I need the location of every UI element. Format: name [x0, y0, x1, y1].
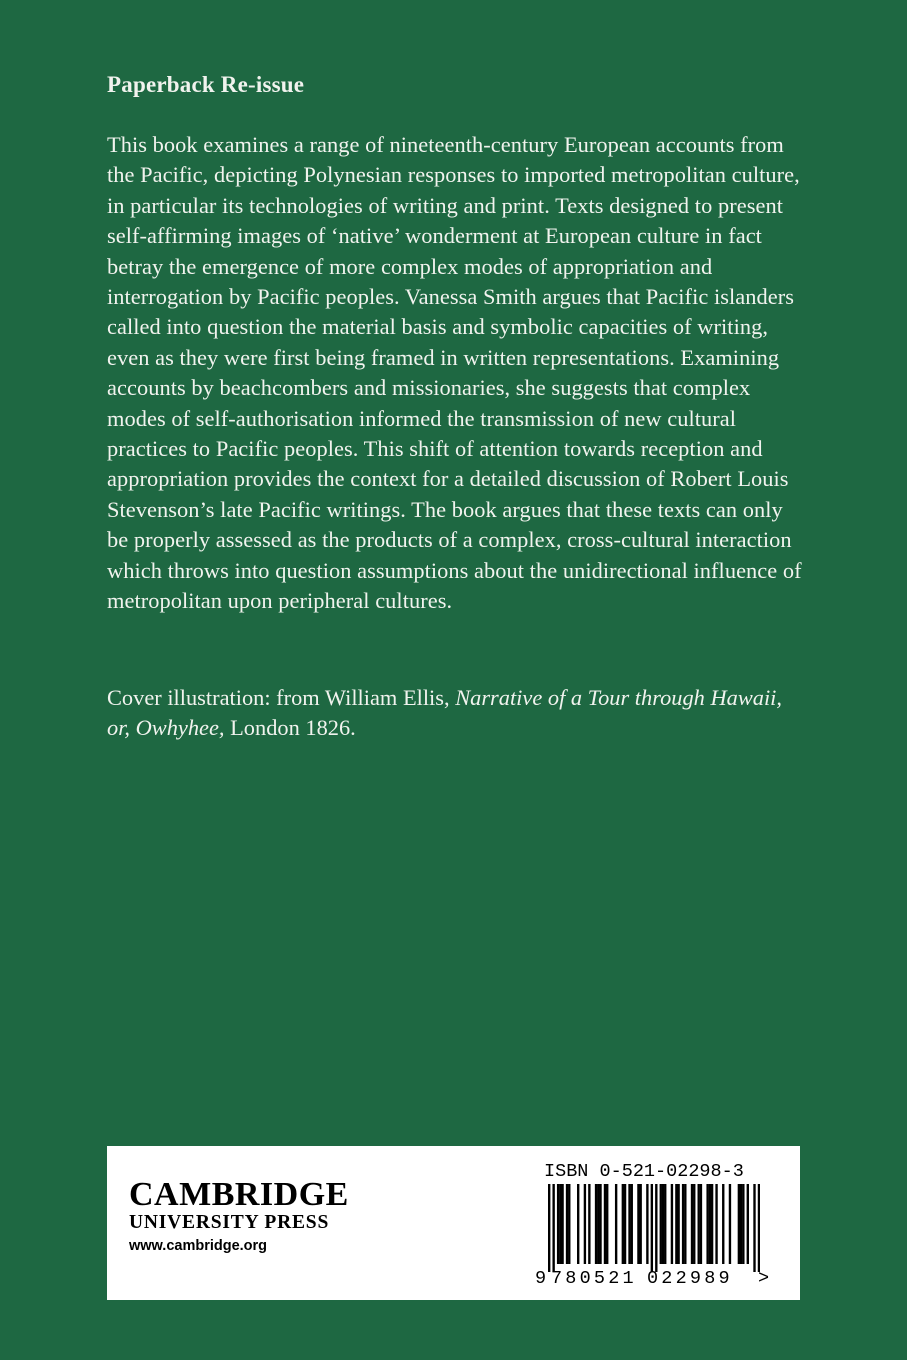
barcode-bars-icon — [548, 1184, 760, 1272]
ean-right-group: 022989 — [647, 1268, 733, 1289]
barcode-bar — [628, 1184, 630, 1264]
barcode-bar — [552, 1184, 554, 1272]
edition-heading: Paperback Re-issue — [107, 72, 305, 97]
barcode-bar — [758, 1184, 760, 1272]
cover-illustration-credit — [107, 683, 807, 744]
barcode-bar — [711, 1184, 713, 1264]
book-description: This book examines a range of nineteenth-century European accounts from the Pacific, depicting Polynesian responses to imported metropolitan culture, in particular its technologies of writing and print. Texts designed to present self-affirming images of ‘native’ wonderment at European culture in fact betray the emergence of more complex modes of appropriation and interrogation by Pacific peoples. Vanessa Smith argues that Pacific islanders called into question the material basis and symbolic capacities of writing, even as they were first being framed in written representations. Examining accounts by beachcombers and missionaries, she suggests that complex modes of self-authorisation informed the transmission of new cultural practices to Pacific peoples. This shift of attention towards reception and appropriation provides the context for a detailed discussion of Robert Louis Stevenson’s late Pacific writings. The book argues that these texts can only be properly assessed as the products of a complex, cross-cultural interaction which throws into question assumptions about the unidirectional influence of metropolitan upon peripheral cultures. — [107, 132, 802, 614]
publisher-logo — [129, 1178, 379, 1256]
barcode-bar — [740, 1184, 742, 1264]
barcode-bar — [709, 1184, 711, 1264]
barcode-bar — [662, 1184, 664, 1264]
barcode-bar — [691, 1184, 693, 1264]
barcode-bar — [753, 1184, 755, 1272]
barcode-bar — [651, 1184, 653, 1272]
barcode-bar — [698, 1184, 700, 1264]
publisher-website: www.cambridge.org — [129, 1238, 268, 1254]
barcode-bar — [557, 1184, 559, 1264]
barcode-bar — [584, 1184, 586, 1264]
barcode-bar — [700, 1184, 702, 1264]
barcode-bar — [577, 1184, 579, 1264]
barcode-bar — [715, 1184, 717, 1264]
barcode-bar — [622, 1184, 624, 1264]
credit-suffix: London 1826. — [224, 715, 356, 740]
barcode-bar — [606, 1184, 608, 1264]
ean-first-digit: 9 — [535, 1268, 547, 1289]
barcode-bar — [693, 1184, 695, 1264]
publisher-name: CAMBRIDGE — [129, 1176, 349, 1213]
barcode-bar — [559, 1184, 561, 1264]
credit-prefix: Cover illustration: from William Ellis, — [107, 684, 456, 710]
ean-quiet-zone-marker: > — [758, 1268, 770, 1289]
barcode-bar — [566, 1184, 568, 1264]
barcode-bar — [639, 1184, 641, 1264]
barcode-bar — [548, 1184, 550, 1272]
barcode-bar — [682, 1184, 684, 1264]
barcode-bar — [637, 1184, 639, 1264]
barcode-bar — [664, 1184, 666, 1264]
publisher-panel — [107, 1146, 800, 1300]
credit-book-title: Narrative of a Tour through Hawaii, or, Owhyhee, — [107, 684, 782, 740]
barcode-bar — [595, 1184, 597, 1264]
barcode-bar — [706, 1184, 708, 1264]
barcode-bar — [624, 1184, 626, 1264]
barcode-bar — [588, 1184, 590, 1264]
barcode-bar — [655, 1184, 657, 1272]
barcode-bar — [568, 1184, 570, 1264]
barcode-bar — [684, 1184, 686, 1264]
publisher-subtitle: UNIVERSITY PRESS — [129, 1212, 330, 1233]
barcode-bar — [604, 1184, 606, 1264]
barcode-bar — [646, 1184, 648, 1264]
barcode-bar — [671, 1184, 673, 1264]
isbn-label: ISBN 0-521-02298-3 — [544, 1161, 744, 1182]
barcode-bar — [675, 1184, 677, 1264]
ean-left-group: 780521 — [551, 1268, 637, 1289]
barcode-bar — [660, 1184, 662, 1264]
barcode-bar — [722, 1184, 724, 1264]
barcode-bar — [631, 1184, 633, 1264]
barcode-bar — [742, 1184, 744, 1264]
barcode-bar — [599, 1184, 601, 1264]
barcode-bar — [677, 1184, 679, 1264]
barcode-bar — [729, 1184, 731, 1264]
barcode-bar — [738, 1184, 740, 1264]
back-cover-text — [107, 70, 807, 744]
barcode-bar — [561, 1184, 563, 1264]
barcode-bar — [747, 1184, 749, 1264]
barcode — [535, 1184, 770, 1290]
barcode-bar — [597, 1184, 599, 1264]
barcode-bar — [615, 1184, 617, 1264]
